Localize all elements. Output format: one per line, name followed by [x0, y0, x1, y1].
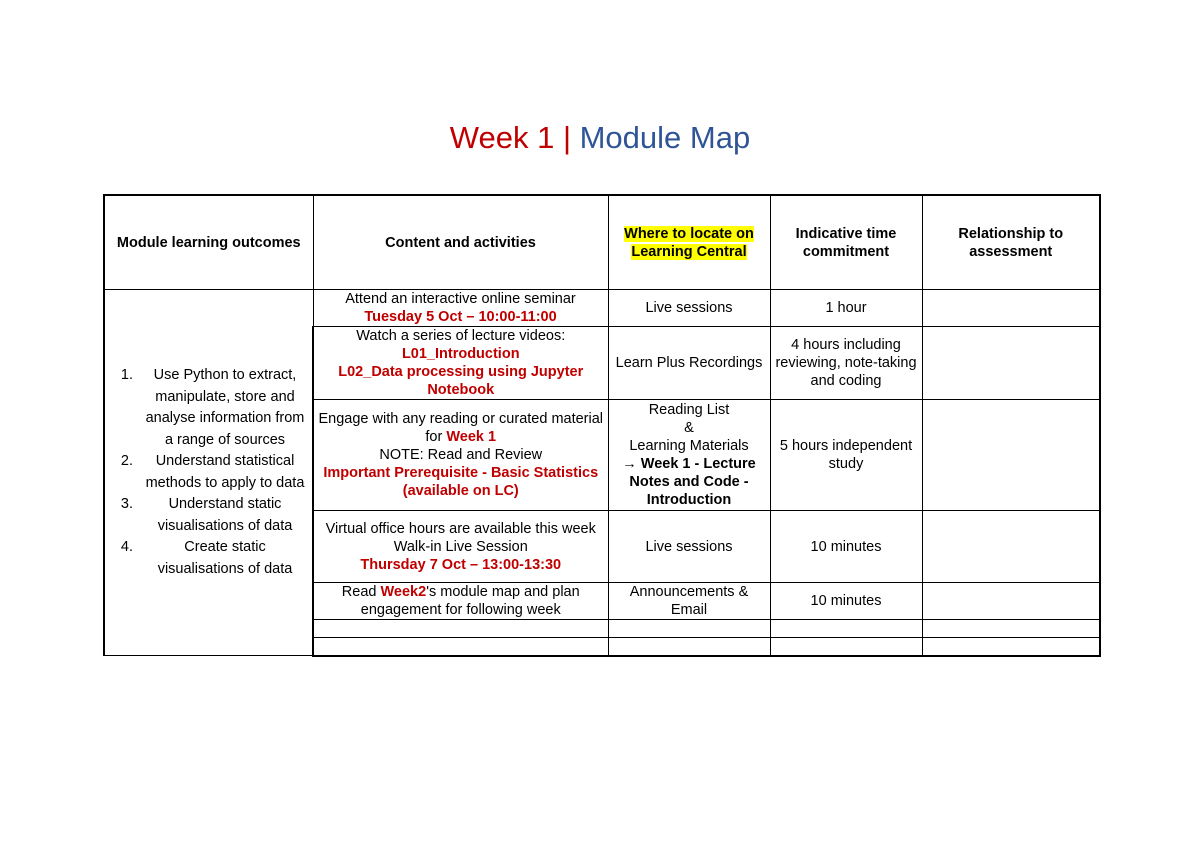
- header-locate-label: Where to locate on Learning Central: [624, 225, 754, 260]
- time-cell: 10 minutes: [770, 511, 922, 583]
- content-cell: [313, 583, 608, 620]
- content-text: Watch a series of lecture videos:: [356, 328, 566, 344]
- outcome-item: 2. Understand statistical methods to apply to data: [137, 451, 308, 494]
- content-text-part: Engage with any reading or curated material for: [318, 411, 604, 445]
- title-week: Week 1: [449, 120, 555, 155]
- content-date: Thursday 7 Oct – 13:00-13:30: [360, 556, 562, 573]
- content-prerequisite: Important Prerequisite - Basic Statistics (available on LC): [323, 465, 599, 499]
- locate-text: &: [684, 420, 694, 436]
- title-separator: |: [554, 120, 580, 155]
- assessment-cell: [922, 511, 1100, 583]
- module-map-table: [103, 194, 1101, 657]
- content-lecture: L02_Data processing using Jupyter Notebook: [338, 364, 584, 398]
- locate-cell: Announcements & Email: [608, 583, 770, 620]
- header-outcomes: Module learning outcomes: [104, 195, 313, 290]
- locate-cell: [608, 400, 770, 511]
- assessment-cell: [922, 290, 1100, 327]
- empty-cell: [313, 638, 608, 656]
- locate-text: Reading List: [648, 402, 730, 418]
- content-cell: [313, 400, 608, 511]
- content-cell: [313, 327, 608, 400]
- locate-cell: Live sessions: [608, 290, 770, 327]
- header-assessment: Relationship to assessment: [922, 195, 1100, 290]
- title-module-map: Module Map: [579, 120, 751, 155]
- outcome-item: 3. Understand static visualisations of data: [137, 494, 308, 537]
- arrow-right-icon: →: [622, 456, 637, 472]
- content-note: NOTE: Read and Review: [379, 447, 543, 463]
- content-week2: Week2: [380, 584, 427, 600]
- page-title: [0, 118, 1200, 158]
- header-locate: [608, 195, 770, 290]
- content-week: Week 1: [446, 429, 497, 445]
- assessment-cell: [922, 327, 1100, 400]
- locate-cell: Learn Plus Recordings: [608, 327, 770, 400]
- time-cell: 10 minutes: [770, 583, 922, 620]
- time-cell: 4 hours including reviewing, note-taking and coding: [770, 327, 922, 400]
- content-text: 's module map and plan engagement for following week: [360, 584, 580, 618]
- empty-cell: [922, 620, 1100, 638]
- empty-cell: [922, 638, 1100, 656]
- content-text: Attend an interactive online seminar: [345, 291, 576, 307]
- locate-cell: Live sessions: [608, 511, 770, 583]
- header-content: Content and activities: [313, 195, 608, 290]
- time-cell: 5 hours independent study: [770, 400, 922, 511]
- empty-cell: [608, 638, 770, 656]
- locate-path: [613, 455, 766, 509]
- header-time: Indicative time commitment: [770, 195, 922, 290]
- locate-text: Learning Materials: [629, 438, 749, 454]
- empty-cell: [770, 620, 922, 638]
- content-cell: [313, 290, 608, 327]
- content-cell: [313, 511, 608, 583]
- assessment-cell: [922, 583, 1100, 620]
- outcome-item: 4. Create static visualisations of data: [137, 537, 308, 580]
- outcome-item: 1. Use Python to extract, manipulate, store and analyse information from a range of sources: [137, 365, 308, 451]
- content-text: [318, 410, 604, 446]
- content-lecture: L01_Introduction: [401, 346, 520, 362]
- outcomes-cell: [104, 290, 313, 656]
- assessment-cell: [922, 400, 1100, 511]
- content-text: Read: [341, 584, 381, 600]
- header-row: [104, 195, 1100, 290]
- empty-cell: [770, 638, 922, 656]
- outcomes-list: [109, 365, 308, 580]
- empty-cell: [608, 620, 770, 638]
- table-row: [104, 290, 1100, 327]
- content-text: Walk-in Live Session: [393, 538, 528, 555]
- empty-cell: [313, 620, 608, 638]
- content-text: Virtual office hours are available this week: [325, 520, 596, 537]
- content-date: Tuesday 5 Oct – 10:00-11:00: [364, 309, 557, 325]
- time-cell: 1 hour: [770, 290, 922, 327]
- locate-path-label: Week 1 - Lecture Notes and Code - Introduction: [629, 456, 756, 508]
